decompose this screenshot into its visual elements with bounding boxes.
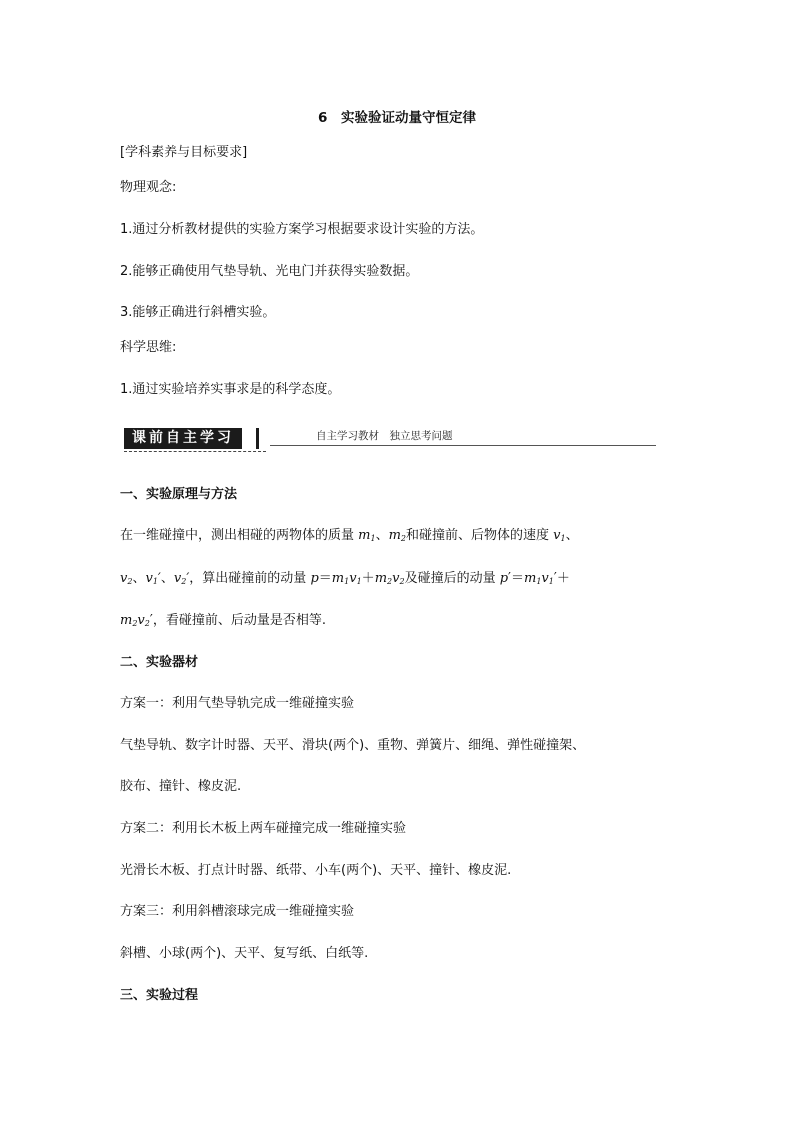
principle-text-3: ，算出碰撞前的动量 xyxy=(189,571,307,586)
section1-heading: 一、实验原理与方法 xyxy=(120,487,238,502)
plan1-items-b: 胶布、撞针、橡皮泥. xyxy=(120,779,242,794)
banner-dotted-line xyxy=(124,451,266,452)
plan2-items: 光滑长木板、打点计时器、纸带、小车(两个)、天平、撞针、橡皮泥. xyxy=(120,863,512,878)
principle-text-1: 在一维碰撞中，测出相碰的两物体的质量 xyxy=(120,528,355,543)
math-v2: $v_2$ xyxy=(120,571,133,586)
physics-concept-label: 物理观念: xyxy=(120,180,177,195)
math-m2v2-prime: $m_2v_2$ xyxy=(120,613,150,628)
page-title: 6 实验验证动量守恒定律 xyxy=(318,110,476,126)
principle-text-5: ，看碰撞前、后动量是否相等. xyxy=(152,613,326,628)
scientific-thinking-label: 科学思维: xyxy=(120,340,177,355)
principle-text-2: 和碰撞前、后物体的速度 xyxy=(406,528,550,543)
math-momentum-after: p xyxy=(499,571,509,586)
section3-heading: 三、实验过程 xyxy=(120,988,199,1003)
goals-header: [学科素养与目标要求] xyxy=(120,145,248,160)
banner-rule xyxy=(270,445,656,446)
math-m1: $m_1$ xyxy=(358,528,376,543)
physics-concept-item-3: 3.能够正确进行斜槽实验。 xyxy=(120,305,276,320)
math-momentum-before: p xyxy=(310,571,319,586)
math-v1: $v_1$ xyxy=(553,528,566,543)
plan2-title: 方案二：利用长木板上两车碰撞完成一维碰撞实验 xyxy=(120,821,407,836)
plan3-items: 斜槽、小球(两个)、天平、复写纸、白纸等. xyxy=(120,946,369,961)
section2-heading: 二、实验器材 xyxy=(120,655,199,670)
math-m2: $m_2$ xyxy=(388,528,407,543)
scientific-thinking-item-1: 1.通过实验培养实事求是的科学态度。 xyxy=(120,382,341,397)
math-v2-prime: $v_2'$ xyxy=(173,571,190,586)
banner-subtitle: 自主学习教材 独立思考问题 xyxy=(316,430,453,442)
physics-concept-item-2: 2.能够正确使用气垫导轨、光电门并获得实验数据。 xyxy=(120,264,419,279)
banner-bar xyxy=(256,428,259,449)
plan1-title: 方案一：利用气垫导轨完成一维碰撞实验 xyxy=(120,696,355,711)
plan3-title: 方案三：利用斜槽滚球完成一维碰撞实验 xyxy=(120,904,355,919)
principle-line-3: $m_2v_2'$，看碰撞前、后动量是否相等. xyxy=(120,613,326,628)
principle-text-4: 及碰撞后的动量 xyxy=(404,571,496,586)
section-banner xyxy=(120,426,656,452)
plan1-items-a: 气垫导轨、数字计时器、天平、滑块(两个)、重物、弹簧片、细绳、弹性碰撞架、 xyxy=(120,738,586,753)
banner-title: 课前自主学习 xyxy=(124,428,242,449)
principle-line-1: 在一维碰撞中，测出相碰的两物体的质量 $m_1$、$m_2$和碰撞前、后物体的速度 $v_1$、 xyxy=(120,528,579,543)
math-v1-prime: $v_1'$ xyxy=(145,571,161,586)
physics-concept-item-1: 1.通过分析教材提供的实验方案学习根据要求设计实验的方法。 xyxy=(120,222,484,237)
principle-line-2: $v_2$、$v_1'$、$v_2'$，算出碰撞前的动量 $p=m_1v_1+m_2v_2$及碰撞后的动量 $p'=m_1v_1'+$ xyxy=(120,571,570,586)
